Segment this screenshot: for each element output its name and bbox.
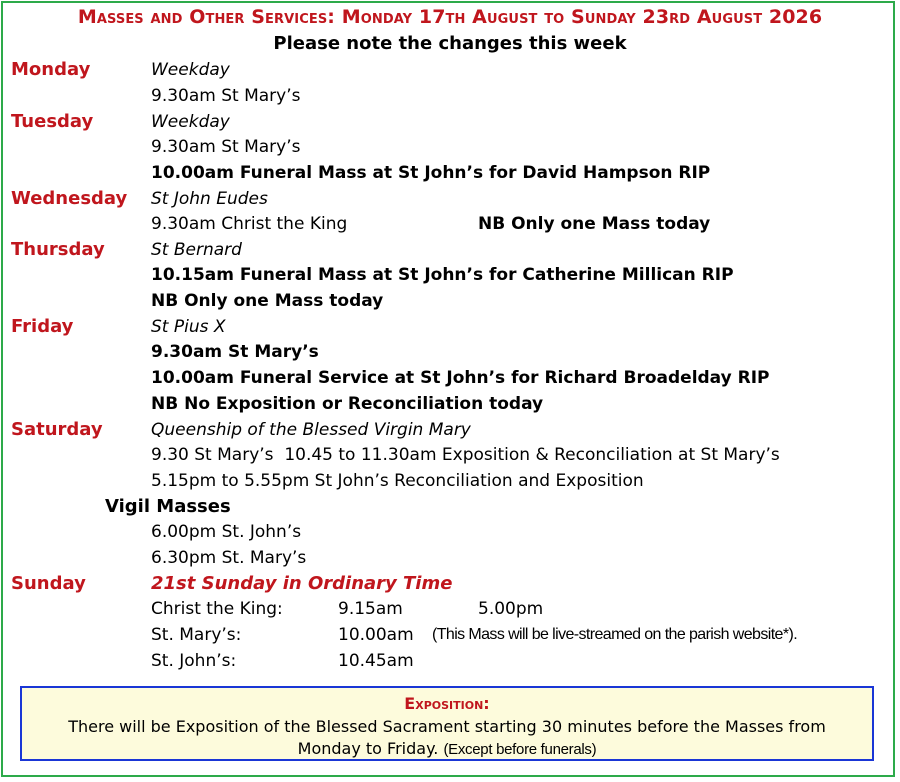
mass-monday-1: 9.30am St Mary’s <box>151 86 301 106</box>
sunday-time: 10.45am <box>338 651 414 671</box>
feast-friday: St Pius X <box>151 317 226 337</box>
note-thursday: NB Only one Mass today <box>151 291 384 311</box>
note-friday: NB No Exposition or Reconciliation today <box>151 394 544 414</box>
day-friday: Friday <box>11 316 74 337</box>
exposition-text <box>22 716 872 761</box>
changes-note: Please note the changes this week <box>273 33 627 54</box>
day-wednesday: Wednesday <box>11 188 128 209</box>
feast-sunday: 21st Sunday in Ordinary Time <box>151 573 453 594</box>
mass-friday-2: 10.00am Funeral Service at St John’s for Richard Broadelday RIP <box>151 368 770 388</box>
day-thursday: Thursday <box>11 239 105 260</box>
page-frame <box>1 1 895 777</box>
mass-tuesday-1: 9.30am St Mary’s <box>151 137 301 157</box>
sunday-time: 5.00pm <box>478 599 544 619</box>
day-tuesday: Tuesday <box>11 111 94 132</box>
mass-saturday-2: 5.15pm to 5.55pm St John’s Reconciliation and Exposition <box>151 471 644 491</box>
feast-thursday: St Bernard <box>151 240 242 260</box>
mass-friday-1: 9.30am St Mary’s <box>151 342 319 362</box>
vigil-mass-2: 6.30pm St. Mary’s <box>151 548 307 568</box>
note-wednesday: NB Only one Mass today <box>478 214 711 234</box>
page-title: Masses and Other Services: Monday 17th August to Sunday 23rd August 2026 <box>77 6 823 28</box>
sunday-time: 9.15am <box>338 599 403 619</box>
exposition-body: There will be Exposition of the Blessed Sacrament starting 30 minutes before the Masses from Monday to Friday. <box>68 717 826 758</box>
exposition-box <box>20 686 874 761</box>
feast-tuesday: Weekday <box>151 112 230 132</box>
vigil-heading: Vigil Masses <box>105 496 231 517</box>
mass-tuesday-2: 10.00am Funeral Mass at St John’s for David Hampson RIP <box>151 163 711 183</box>
mass-saturday-1: 9.30 St Mary’s 10.45 to 11.30am Exposition & Reconciliation at St Mary’s <box>151 445 780 465</box>
sunday-church: Christ the King: <box>151 599 283 619</box>
day-sunday: Sunday <box>11 573 86 594</box>
day-monday: Monday <box>11 59 91 80</box>
exposition-title: Exposition: <box>404 694 490 713</box>
feast-monday: Weekday <box>151 60 230 80</box>
feast-wednesday: St John Eudes <box>151 189 268 209</box>
mass-thursday-1: 10.15am Funeral Mass at St John’s for Catherine Millican RIP <box>151 265 734 285</box>
sunday-time: 10.00am <box>338 625 414 645</box>
vigil-mass-1: 6.00pm St. John’s <box>151 522 302 542</box>
exposition-exception: (Except before funerals) <box>443 741 597 758</box>
sunday-church: St. Mary’s: <box>151 625 242 645</box>
feast-saturday: Queenship of the Blessed Virgin Mary <box>151 420 471 440</box>
mass-wednesday-1: 9.30am Christ the King <box>151 214 348 234</box>
sunday-church: St. John’s: <box>151 651 237 671</box>
day-saturday: Saturday <box>11 419 103 440</box>
livestream-note: (This Mass will be live-streamed on the parish website*). <box>432 626 798 643</box>
